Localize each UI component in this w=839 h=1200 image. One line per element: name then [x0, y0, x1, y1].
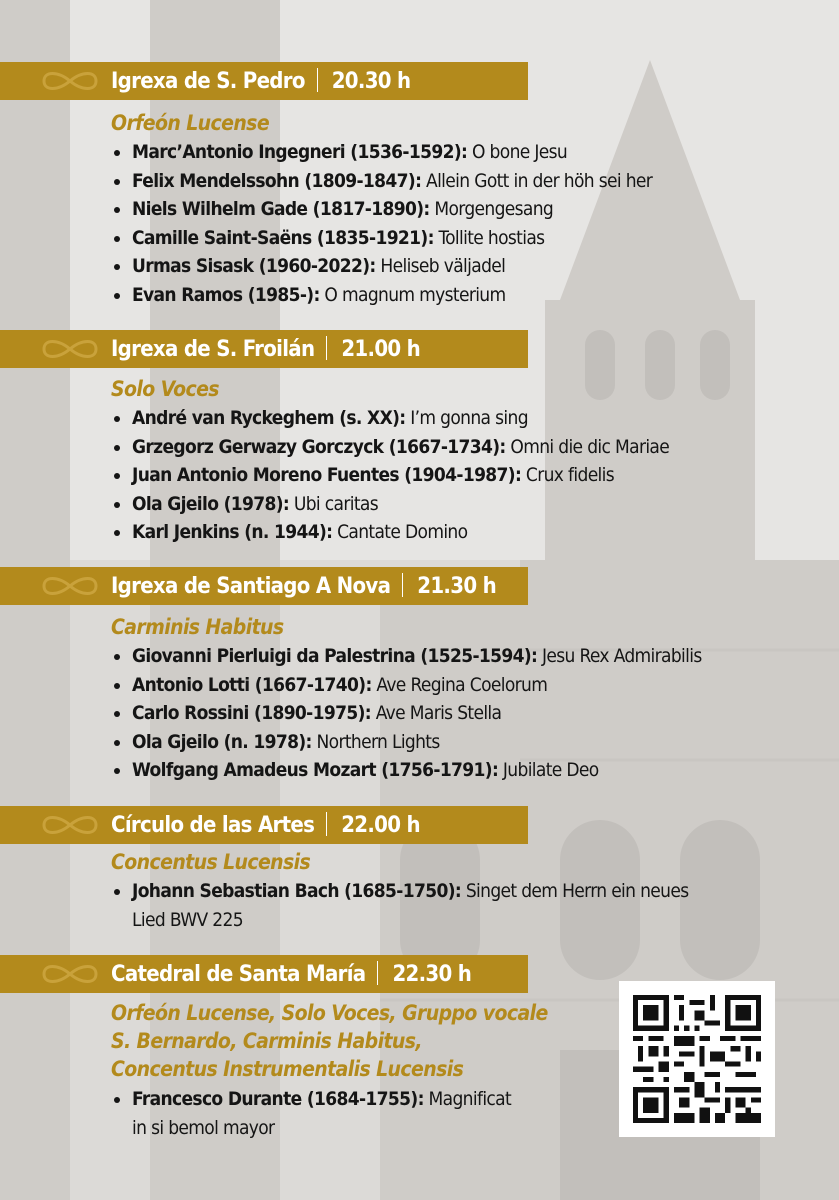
concert-time: 22.30 h: [392, 962, 472, 987]
venue-header-bar: [0, 330, 528, 368]
list-item: Karl Jenkins (n. 1944): Cantate Domino: [111, 518, 669, 547]
works-list: [111, 1085, 511, 1142]
list-item: Camille Saint-Saëns (1835-1921): Tollite hostias: [111, 224, 652, 253]
list-item: Ola Gjeilo (1978): Ubi caritas: [111, 490, 669, 519]
venue-header-bar: [0, 567, 528, 605]
choir-name: Carminis Habitus: [111, 615, 284, 639]
venue-header-bar: [0, 806, 528, 844]
venue-header-bar: [0, 62, 528, 100]
qr-code-icon[interactable]: [619, 981, 775, 1137]
separator: [317, 68, 318, 92]
concert-time: 22.00 h: [341, 813, 420, 838]
list-item: Grzegorz Gerwazy Gorczyck (1667-1734): Omni die dic Mariae: [111, 433, 669, 462]
list-item: Niels Wilhelm Gade (1817-1890): Morgengesang: [111, 195, 652, 224]
list-item: Giovanni Pierluigi da Palestrina (1525-1594): Jesu Rex Admirabilis: [111, 642, 702, 671]
list-item: Evan Ramos (1985-): O magnum mysterium: [111, 281, 652, 310]
list-item: Antonio Lotti (1667-1740): Ave Regina Coelorum: [111, 671, 702, 700]
ornament-icon: [40, 337, 100, 361]
concert-time: 21.30 h: [417, 574, 496, 599]
list-item: Felix Mendelssohn (1809-1847): Allein Gott in der höh sei her: [111, 167, 652, 196]
venue-name: Igrexa de Santiago A Nova: [111, 574, 391, 599]
ornament-icon: [40, 962, 100, 986]
venue-name: Igrexa de S. Pedro: [111, 69, 305, 94]
separator: [377, 961, 378, 985]
venue-name: Círculo de las Artes: [111, 813, 315, 838]
concert-time: 20.30 h: [331, 69, 411, 94]
list-item: Marc’Antonio Ingegneri (1536-1592): O bone Jesu: [111, 138, 652, 167]
works-list: [111, 642, 702, 785]
choir-name: Concentus Lucensis: [111, 850, 311, 874]
list-item: Johann Sebastian Bach (1685-1750): Singet dem Herrn ein neues Lied BWV 225: [111, 877, 689, 934]
works-list: [111, 404, 669, 547]
ornament-icon: [40, 574, 100, 598]
list-item: Francesco Durante (1684-1755): Magnificat in si bemol mayor: [111, 1085, 511, 1142]
list-item: Urmas Sisask (1960-2022): Heliseb väljadel: [111, 252, 652, 281]
concert-time: 21.00 h: [341, 337, 421, 362]
works-list: [111, 138, 652, 309]
ornament-icon: [40, 69, 100, 93]
works-list: [111, 877, 689, 934]
choir-name: Orfeón Lucense, Solo Voces, Gruppo vocale S. Bernardo, Carminis Habitus, Concentus Instrumentalis Lucensis: [111, 1001, 548, 1081]
list-item: Ola Gjeilo (n. 1978): Northern Lights: [111, 728, 702, 757]
list-item: Carlo Rossini (1890-1975): Ave Maris Stella: [111, 699, 702, 728]
ornament-icon: [40, 813, 100, 837]
choir-name: Solo Voces: [111, 377, 219, 401]
separator: [326, 336, 327, 360]
list-item: André van Ryckeghem (s. XX): I’m gonna sing: [111, 404, 669, 433]
list-item: Wolfgang Amadeus Mozart (1756-1791): Jubilate Deo: [111, 756, 702, 785]
list-item: Juan Antonio Moreno Fuentes (1904-1987): Crux fidelis: [111, 461, 669, 490]
separator: [326, 812, 327, 836]
venue-name: Igrexa de S. Froilán: [111, 337, 315, 362]
venue-name: Catedral de Santa María: [111, 962, 366, 987]
venue-header-bar: [0, 955, 528, 993]
choir-name: Orfeón Lucense: [111, 111, 270, 135]
separator: [402, 573, 403, 597]
